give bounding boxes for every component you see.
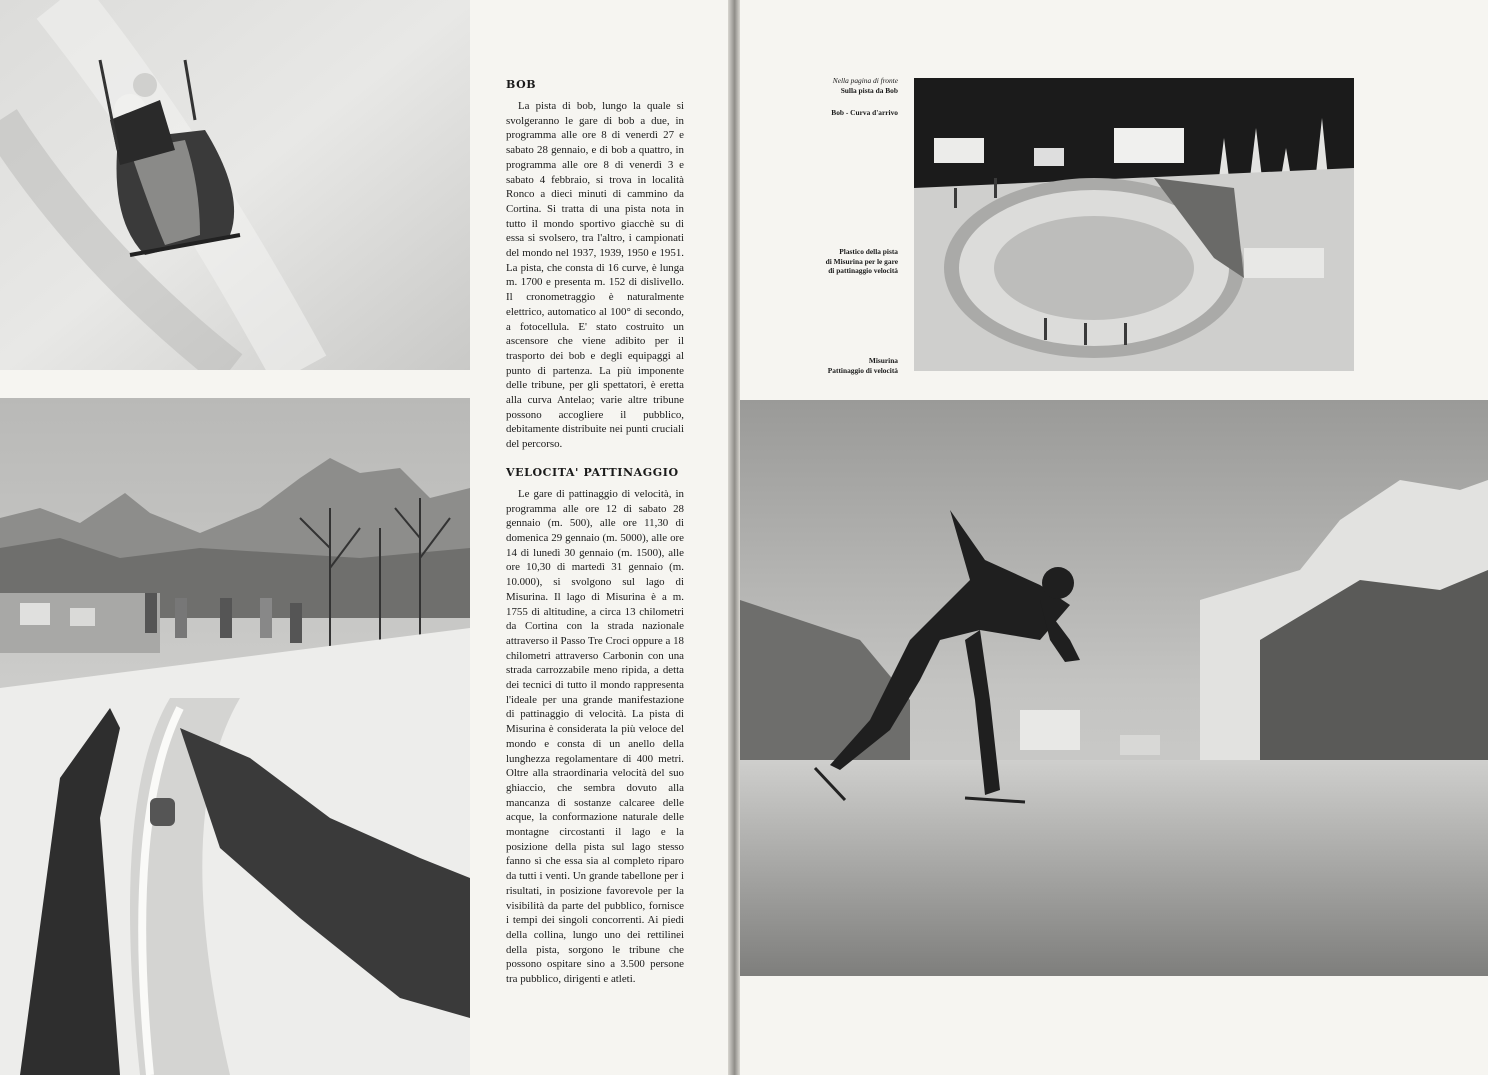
book-gutter — [728, 0, 740, 1075]
caption-misurina — [800, 356, 898, 375]
speed-skater-photo — [740, 400, 1488, 976]
caption-misurina-desc: Pattinaggio di velocità — [827, 365, 898, 375]
misurina-model-photo — [914, 78, 1354, 371]
left-page — [0, 0, 728, 1075]
bobsleigh-photo — [0, 0, 470, 370]
caption-bob-curve — [800, 108, 898, 118]
article-column — [506, 78, 684, 987]
section-text-pattinaggio: Le gare di pattinaggio di velocità, in programma alle ore 12 di sabato 28 gennaio (m. 500), alle ore 11,30 di domenica 29 gennaio (m. 5000), alle ore 14 di lunedì 30 gennaio (m. 1500), alle ore 10,30 di martedì 31 gennaio (m. 10.000), si svolgono sul lago di Misurina. Il lago di Misurina è a m. 1755 di altitudine, a circa 13 chilometri da Cortina con la strada nazionale attraverso il Passo Tre Croci oppure a 18 chilometri attraverso Carbonin con una strada carrozzabile meno ripida, a detta dei tecnici di tutto il mondo rappresenta l'ideale per una grande manifestazione di pattinaggio di velocità. La pista di Misurina è considerata la più veloce del mondo e consta di un anello della lunghezza regolamentare di 400 metri. Oltre alla straordinaria velocità del suo ghiaccio, che sembra dovuto alla mancanza di sostanze calcaree delle acque, la conformazione naturale delle montagne circostanti il lago e la posizione della pista sul lago stesso fanno sì che essa sia al completo riparo da tutti i venti. Un grande tabellone per i risultati, in posizione favorevole per la visibilità da parte del pubblico, fornisce i tempi dei singoli concorrenti. Ai piedi della collina, lungo uno dei rettilinei della pista, sorgono le tribune che possono ospitare sino a 3.500 persone tra pubblico, dirigenti e atleti. — [506, 487, 684, 986]
caption-bob-curve-text: Bob - Curva d'arrivo — [831, 108, 898, 117]
caption-plastico-line-1: Plastico della pista — [839, 247, 898, 256]
caption-misurina-title: Misurina — [868, 356, 898, 365]
caption-facing-page-label: Nella pagina di fronte — [832, 76, 898, 85]
caption-facing-page-desc: Sulla pista da Bob — [840, 85, 898, 95]
caption-facing-page — [800, 76, 898, 95]
bob-track-spectators-photo — [0, 398, 470, 1075]
caption-plastico-line-2: di Misurina per le gare — [825, 256, 898, 266]
caption-plastico-line-3: di pattinaggio velocità — [828, 266, 898, 276]
section-heading-bob: BOB — [506, 78, 537, 91]
section-text-bob: La pista di bob, lungo la quale si svolgeranno le gare di bob a due, in programma alle ore 8 di venerdì 27 e sabato 28 gennaio, e di bob a quattro, in programma alle ore 8 di venerdì 3 e sabato 4 febbraio, si trova in località Ronco a dieci minuti di cammino da Cortina. Si tratta di una pista nota in tutto il mondo sportivo giacchè su di essa si svolsero, tra l'altro, i campionati del mondo nel 1937, 1939, 1950 e 1951. La pista, che consta di 16 curve, è lunga m. 1700 e presenta m. 152 di dislivello. Il cronometraggio è naturalmente elettrico, automatico al 100° di secondo, a fotocellula. E' stato costruito un ascensore che viene adibito per il trasporto dei bob e degli equipaggi al punto di partenza. La più imponente delle tribune, per gli spettatori, è eretta alla curva Antelao; varie altre tribune possono accogliere il pubblico, debitamente distribuite nei punti cruciali del percorso. — [506, 100, 684, 451]
section-heading-pattinaggio: VELOCITA' PATTINAGGIO — [506, 465, 679, 479]
right-page — [740, 0, 1488, 1075]
caption-plastico — [800, 247, 898, 276]
